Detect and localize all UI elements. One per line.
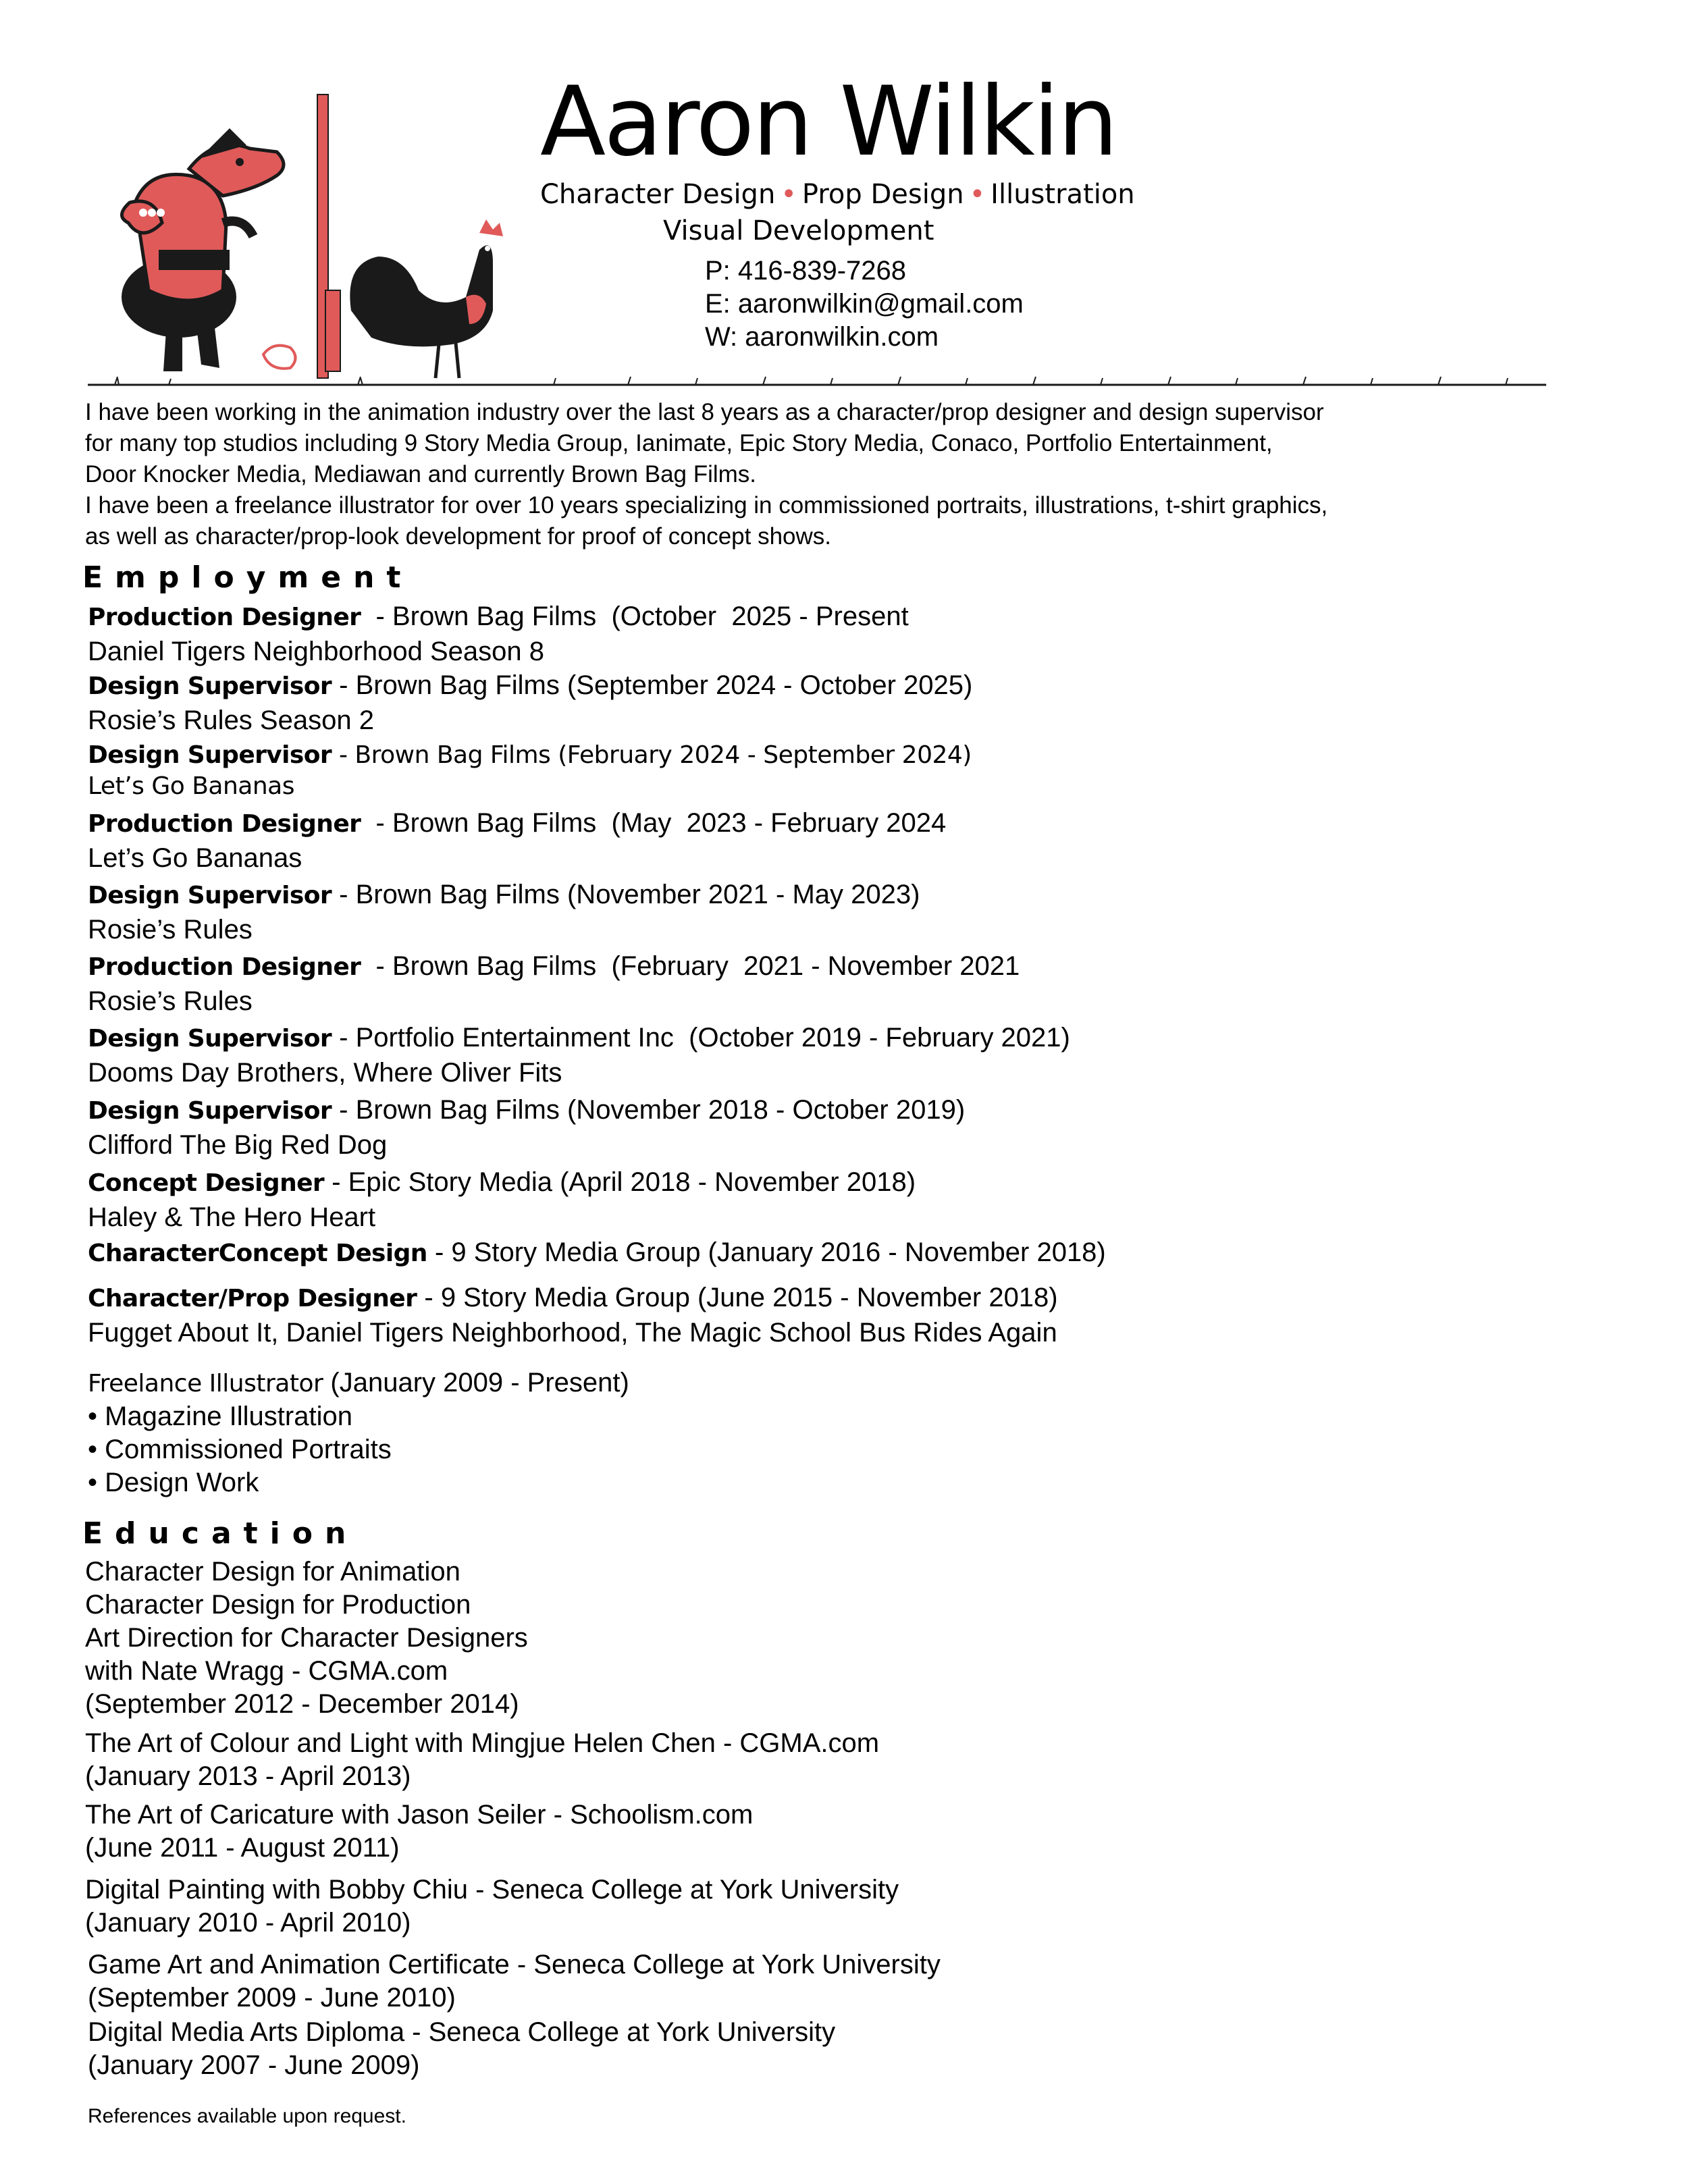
education-entry (85, 1727, 879, 1793)
job-show: Rosie’s Rules (88, 915, 253, 944)
job-show: Rosie’s Rules (88, 986, 253, 1016)
job-entry (88, 1235, 1106, 1271)
job-detail: - Brown Bag Films (February 2021 - November 2021 (361, 951, 1020, 981)
job-title: Production Designer (88, 604, 361, 631)
intro-line: Door Knocker Media, Mediawan and currently Brown Bag Films. (85, 461, 757, 487)
job-detail: - Brown Bag Films (October 2025 - Present (361, 602, 909, 631)
specialty-character-design: Character Design (540, 179, 776, 210)
education-heading: Education (82, 1516, 359, 1551)
job-detail: - Brown Bag Films (November 2018 - October 2019) (332, 1095, 966, 1125)
education-line: (June 2011 - August 2011) (85, 1833, 400, 1863)
phone: P: 416-839-7268 (705, 256, 907, 286)
freelance-item: • Design Work (88, 1468, 259, 1497)
education-entry (85, 1555, 528, 1721)
email[interactable]: E: aaronwilkin@gmail.com (705, 289, 1024, 319)
job-show: Let’s Go Bananas (88, 843, 302, 873)
job-entry (88, 600, 909, 668)
intro-line: I have been a freelance illustrator for over 10 years specializing in commissioned portraits, illustrations, t-shirt graphics, (85, 492, 1328, 518)
person-name: Aaron Wilkin (540, 66, 1117, 178)
job-title: Character/Prop Designer (88, 1285, 417, 1312)
separator-dot: • (969, 179, 986, 210)
intro-line: as well as character/prop-look development for proof of concept shows. (85, 523, 832, 550)
references-note: References available upon request. (88, 2105, 406, 2127)
job-show: Fugget About It, Daniel Tigers Neighborhood, The Magic School Bus Rides Again (88, 1318, 1057, 1348)
specialties-line (540, 181, 1135, 208)
education-line: (January 2007 - June 2009) (88, 2050, 420, 2080)
education-entry (85, 1799, 753, 1865)
employment-heading: Employment (82, 560, 413, 595)
education-entry (88, 1948, 941, 2015)
boar-character (122, 128, 284, 371)
education-line: (January 2013 - April 2013) (85, 1761, 411, 1791)
job-title: Design Supervisor (88, 1097, 332, 1125)
education-entry (85, 1873, 899, 1940)
job-detail: - Portfolio Entertainment Inc (October 2019 - February 2021) (332, 1023, 1070, 1053)
job-show: Let’s Go Bananas (88, 772, 294, 800)
job-show: Dooms Day Brothers, Where Oliver Fits (88, 1058, 562, 1088)
education-line: (September 2012 - December 2014) (85, 1689, 519, 1719)
education-line: (September 2009 - June 2010) (88, 1983, 456, 2013)
freelance-item: • Commissioned Portraits (88, 1435, 392, 1464)
rooster (350, 219, 503, 378)
job-entry (88, 1281, 1058, 1350)
job-entry (88, 739, 972, 803)
job-detail: - Brown Bag Films (November 2021 - May 2023) (332, 880, 920, 909)
job-detail: - Epic Story Media (April 2018 - November 2018) (324, 1167, 916, 1197)
intro-paragraph (85, 397, 1638, 552)
education-entry (88, 2016, 835, 2082)
freelance-title: Freelance Illustrator (88, 1370, 323, 1397)
separator-dot: • (781, 179, 797, 210)
job-title: Design Supervisor (88, 672, 332, 700)
job-title: CharacterConcept Design (88, 1240, 427, 1267)
education-line: (January 2010 - April 2010) (85, 1908, 411, 1938)
education-line: Digital Media Arts Diploma - Seneca College at York University (88, 2017, 836, 2047)
job-entry (88, 1021, 1070, 1090)
website[interactable]: W: aaronwilkin.com (705, 322, 939, 352)
job-title: Design Supervisor (88, 1025, 332, 1053)
job-entry (88, 806, 946, 875)
job-entry (88, 949, 1020, 1018)
job-title: Production Designer (88, 953, 361, 981)
education-line: Digital Painting with Bobby Chiu - Seneca College at York University (85, 1875, 899, 1905)
specialty-prop-design: Prop Design (801, 179, 964, 210)
job-show: Rosie’s Rules Season 2 (88, 705, 374, 735)
job-detail: - Brown Bag Films (February 2024 - September 2024) (332, 741, 972, 769)
job-detail: - Brown Bag Films (May 2023 - February 2024 (361, 808, 947, 838)
education-line: with Nate Wragg - CGMA.com (85, 1656, 448, 1686)
job-show: Haley & The Hero Heart (88, 1202, 376, 1232)
education-line: Art Direction for Character Designers (85, 1623, 528, 1653)
job-entry (88, 1165, 916, 1234)
boar-and-rooster-illustration (88, 88, 520, 385)
job-title: Concept Designer (88, 1169, 325, 1197)
freelance-entry (88, 1366, 629, 1499)
job-detail: - 9 Story Media Group (June 2015 - November 2018) (417, 1283, 1058, 1312)
job-title: Production Designer (88, 810, 361, 838)
rifle (317, 95, 340, 378)
ground-line (88, 370, 1546, 390)
education-line: The Art of Caricature with Jason Seiler - Schoolism.com (85, 1800, 754, 1830)
education-line: The Art of Colour and Light with Mingjue Helen Chen - CGMA.com (85, 1728, 880, 1758)
education-line: Game Art and Animation Certificate - Seneca College at York University (88, 1950, 941, 1979)
job-entry (88, 668, 972, 737)
intro-line: for many top studios including 9 Story Media Group, Ianimate, Epic Story Media, Conaco, Portfolio Entertainment, (85, 430, 1273, 456)
job-title: Design Supervisor (88, 741, 332, 769)
job-title: Design Supervisor (88, 882, 332, 909)
job-entry (88, 1093, 965, 1162)
job-detail: - Brown Bag Films (September 2024 - October 2025) (332, 670, 973, 700)
freelance-item: • Magazine Illustration (88, 1402, 352, 1431)
education-line: Character Design for Animation (85, 1557, 460, 1587)
intro-line: I have been working in the animation industry over the last 8 years as a character/prop designer and design supervisor (85, 399, 1324, 425)
education-line: Character Design for Production (85, 1590, 471, 1620)
job-show: Clifford The Big Red Dog (88, 1130, 388, 1160)
job-entry (88, 878, 920, 947)
job-show: Daniel Tigers Neighborhood Season 8 (88, 637, 544, 666)
visual-development: Visual Development (663, 215, 934, 246)
freelance-dates: (January 2009 - Present) (323, 1368, 629, 1397)
specialty-illustration: Illustration (991, 179, 1135, 210)
job-detail: - 9 Story Media Group (January 2016 - November 2018) (427, 1237, 1106, 1267)
